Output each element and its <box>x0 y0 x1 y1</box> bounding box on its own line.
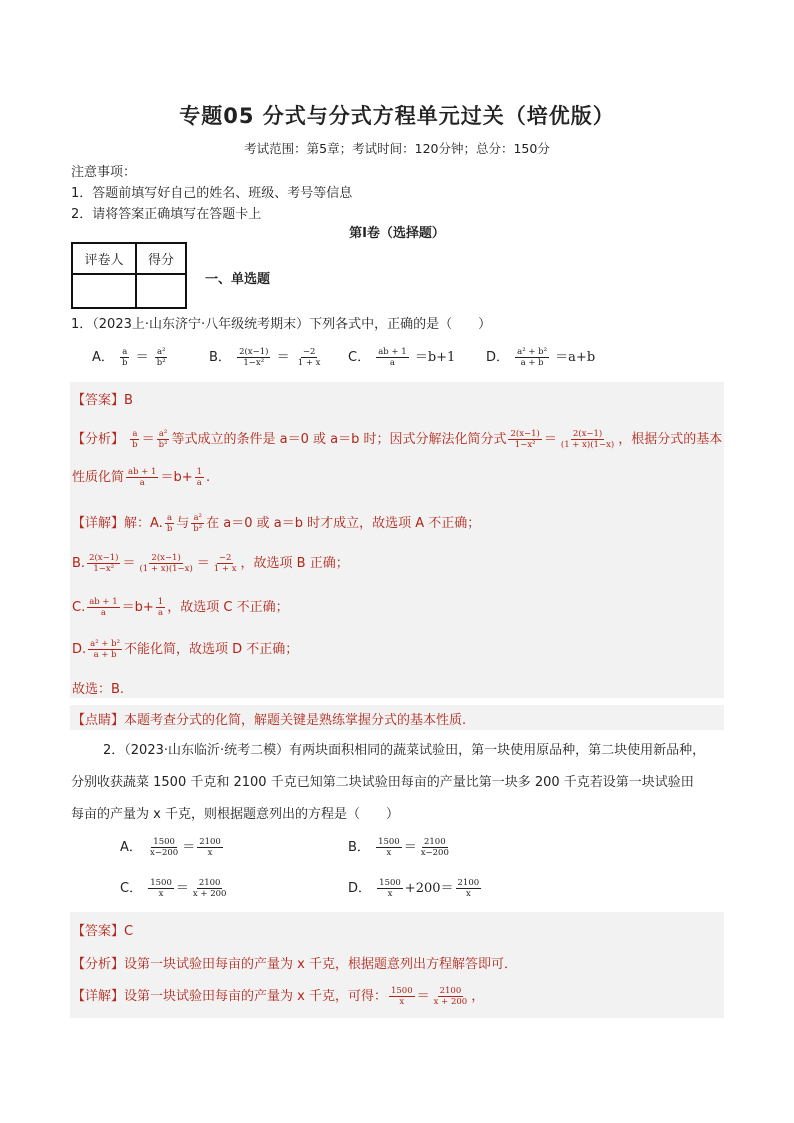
q2-stem-line2: 分别收获蔬菜 1500 千克和 2100 千克已知第二块试验田每亩的产量比第一块多 200 千克若设第一块试验田 <box>71 775 694 790</box>
q1-detail-line3: C. $\frac{ab + 1}{a}$ ＝b+ $\frac{1}{a}$ ，故选项 C 不正确； <box>72 597 289 618</box>
section-heading: 一、单选题 <box>205 272 271 287</box>
grader-header: 评卷人 <box>72 243 136 274</box>
q2-detail: 【详解】设第一块试验田每亩的产量为 x 千克，可得： $\frac{1500}{x}$ ＝ $\frac{2100}{x + 200}$ ， <box>72 986 485 1007</box>
notice-item-1: 1．答题前填写好自己的姓名、班级、考号等信息 <box>71 186 353 201</box>
notice-item-2: 2．请将答案正确填写在答题卡上 <box>71 207 262 222</box>
q1-detail-line1: 【详解】解：A. $\frac{a}{b}$ 与 $\frac{\text{a²}}{\text{b²}}$ 在 a＝0 或 a＝b 时才成立，故选项 A 不正确； <box>72 513 481 534</box>
volume-heading: 第I卷（选择题） <box>349 226 445 241</box>
q1-analysis-line1: 【分析】 $\frac{a}{b}$ ＝ $\frac{\text{a²}}{\text{b²}}$ 等式成立的条件是 a＝0 或 a＝b 时；因式分解法化简分式 $\frac{2(x-1)}{\text{1−x²}}$ ＝ $\frac{2(x-1)}{(1 + x)(1-x)}$ ，根据分式的基本 <box>72 429 723 450</box>
q2-stem-line1: 2．（2023·山东临沂·统考二模）有两块面积相同的蔬菜试验田，第一块使用原品种，第二块使用新品种， <box>103 743 706 758</box>
q1-choose: 故选：B. <box>72 682 125 697</box>
q1-option-d[interactable]: D． $\frac{\text{a² + b²}}{a + b}$ ＝a+b <box>486 347 596 368</box>
q1-detail-line4: D. $\frac{\text{a² + b²}}{a + b}$ 不能化简，故选项 D 不正确； <box>72 639 299 660</box>
page-title: 专题05 分式与分式方程单元过关（培优版） <box>179 104 615 128</box>
q2-option-a[interactable]: A． $\frac{1500}{x-200}$ ＝ $\frac{2100}{x}$ <box>120 837 221 858</box>
q1-detail-line2: B. $\frac{2(x-1)}{\text{1−x²}}$ ＝ $\frac{2(x-1)}{(1 + x)(1-x)}$ ＝ $\frac{-2}{1 + x}$ ，故选项 B 正确； <box>72 553 349 574</box>
notice-heading: 注意事项： <box>71 165 137 180</box>
q2-analysis: 【分析】设第一块试验田每亩的产量为 x 千克，根据题意列出方程解答即可． <box>72 957 517 972</box>
score-header: 得分 <box>136 243 186 274</box>
exam-info: 考试范围：第5章；考试时间：120分钟；总分：150分 <box>244 141 550 156</box>
q1-option-a[interactable]: A． $\frac{a}{b}$ ＝ $\frac{\text{a²}}{\text{b²}}$ <box>92 347 166 368</box>
score-table <box>71 242 187 309</box>
q1-option-b[interactable]: B． $\frac{2(x-1)}{\text{1−x²}}$ ＝ $\frac{-2}{1 + x}$ <box>209 347 321 368</box>
score-cell[interactable] <box>136 274 186 308</box>
q2-stem-line3: 每亩的产量为 x 千克，则根据题意列出的方程是（ ） <box>71 807 399 822</box>
q2-option-b[interactable]: B． $\frac{1500}{x}$ ＝ $\frac{2100}{x-200}$ <box>348 837 449 858</box>
q1-answer: 【答案】B <box>72 393 133 408</box>
q1-stem: 1．（2023上·山东济宁·八年级统考期末）下列各式中，正确的是（ ） <box>71 317 492 332</box>
q2-answer: 【答案】C <box>72 924 134 939</box>
q2-option-c[interactable]: C． $\frac{1500}{x}$ ＝ $\frac{2100}{x + 200}$ <box>120 878 227 899</box>
q1-analysis-line2: 性质化简 $\frac{ab + 1}{a}$ ＝b+ $\frac{1}{a}$ . <box>72 467 211 488</box>
q2-option-d[interactable]: D． $\frac{1500}{x}$ +200＝ $\frac{2100}{x}$ <box>348 878 480 899</box>
q1-option-c[interactable]: C． $\frac{ab + 1}{a}$ ＝b+1 <box>348 347 456 368</box>
q1-point: 【点睛】本题考查分式的化简，解题关键是熟练掌握分式的基本性质. <box>72 713 467 728</box>
grader-cell[interactable] <box>72 274 136 308</box>
